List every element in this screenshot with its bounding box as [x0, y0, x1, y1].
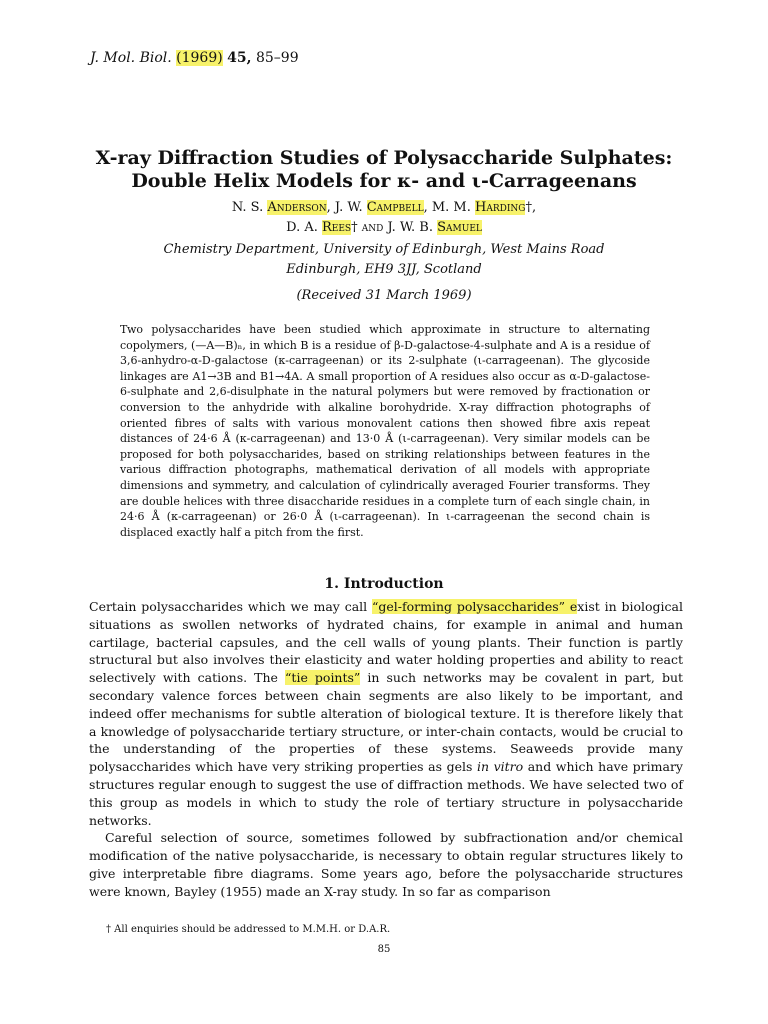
author-3-mark: †,	[525, 200, 537, 215]
author-4-mark: †	[351, 220, 358, 235]
author-3-initials: , M. M.	[423, 200, 471, 215]
abstract: Two polysaccharides have been studied which approximate in structure to alternating copolymers, (—A—B)ₙ, in which B is a residue of β-D-galactose-4-sulphate and A is a residue of 3,6-anhydro-α-D-galactose (κ-carrageenan) or its 2-sulphate (ι-carrageenan). The glycoside linkages are A1→3B and B1→4A. A small proportion of A residues also occur as α-D-galactose-6-sulphate and 2,6-disulphate in the natural polymers but were removed by fractionation or conversion to the anhydride with alkaline borohydride. X-ray diffraction photographs of oriented fibres of salts with various monovalent cations then showed fibre axis repeat distances of 24·6 Å (κ-carrageenan) and 13·0 Å (ι-carrageenan). Very similar models can be proposed for both polysaccharides, based on striking relationships between features in the various diffraction photographs, mathematical derivation of all models with appropriate dimensions and symmetry, and calculation of cylindrically averaged Fourier transforms. They are double helices with three disaccharide residues in a complete turn of each single chain, in 24·6 Å (κ-carrageenan) or 26·0 Å (ι-carrageenan). In ι-carrageenan the second chain is displaced exactly half a pitch from the first.	[120, 323, 650, 539]
intro-paragraph-2: Careful selection of source, sometimes followed by subfractionation and/or chemical modification of the native polysaccharide, is necessary to obtain regular structures likely to give interpretable fibre diagrams. Some years ago, before the polysaccharide structures were known, Bayley (1955) made an X-ray study. In so far as comparison	[89, 830, 683, 899]
author-list	[0, 198, 768, 238]
affiliation-line-2: Edinburgh, EH9 3JJ, Scotland	[286, 262, 482, 277]
journal-name: J. Mol. Biol.	[90, 50, 172, 66]
introduction-body	[89, 598, 683, 901]
intro-p1-text-a: Certain polysaccharides which we may call	[89, 599, 372, 614]
author-2-surname: Campbell	[366, 200, 424, 215]
highlight-tie-points: “tie points”	[285, 670, 361, 686]
journal-volume: 45,	[227, 50, 252, 66]
affiliation-line-1: Chemistry Department, University of Edinburgh, West Mains Road	[163, 242, 605, 257]
title-line-2: Double Helix Models for κ- and ι-Carrageenans	[131, 170, 637, 192]
section-title: Introduction	[343, 576, 444, 592]
section-heading	[0, 576, 768, 592]
journal-year: (1969)	[176, 50, 223, 66]
intro-p1-italic: in vitro	[476, 759, 524, 775]
intro-p1-text-c: in such networks may be covalent in part, but secondary valence forces between chain segments are also likely to be important, and indeed offer mechanisms for subtle alteration of biological texture. It is therefore likely that a knowledge of polysaccharide tertiary structure, or inter-chain contacts, would be crucial to the understanding of the properties of these systems. Seaweeds provide many polysaccharides which have very striking properties as gels	[89, 670, 684, 775]
author-3-surname: Harding	[475, 200, 526, 215]
author-5-surname: Samuel	[437, 220, 482, 235]
journal-citation	[90, 50, 299, 66]
title-line-1: X-ray Diffraction Studies of Polysaccharide Sulphates:	[95, 147, 673, 169]
section-number: 1.	[324, 576, 340, 592]
author-line-2	[0, 218, 768, 238]
intro-p1-text-b: xist in biological situations as swollen networks of hydrated chains, for example in animal and human cartilage, bacterial capsules, and the cell walls of young plants. Their function is partly structural but also involves their elasticity and water holding properties and ability to react selectively with cations. The	[89, 599, 683, 686]
author-4-surname: Rees	[322, 220, 352, 235]
author-and: and	[361, 220, 384, 235]
page-number: 85	[377, 944, 391, 955]
author-1-surname: Anderson	[267, 200, 327, 215]
intro-paragraph-1	[89, 598, 683, 829]
received-date: (Received 31 March 1969)	[296, 288, 472, 303]
author-2-initials: , J. W.	[326, 200, 363, 215]
author-1-initials: N. S.	[231, 200, 264, 215]
footnote: † All enquiries should be addressed to M.M.H. or D.A.R.	[106, 924, 391, 935]
affiliation	[0, 240, 768, 280]
intro-p1-text-d: and which have primary structures regular enough to suggest the use of diffraction methods. We have selected two of this group as models in which to study the role of tertiary structure in polysaccharide networks.	[89, 759, 683, 828]
author-line-1	[0, 198, 768, 218]
author-4-initials: D. A.	[286, 220, 318, 235]
paper-title	[0, 147, 768, 193]
highlight-gel-forming: “gel-forming polysaccharides” e	[372, 599, 578, 614]
author-5-initials: J. W. B.	[387, 220, 433, 235]
journal-pages: 85–99	[255, 50, 299, 66]
